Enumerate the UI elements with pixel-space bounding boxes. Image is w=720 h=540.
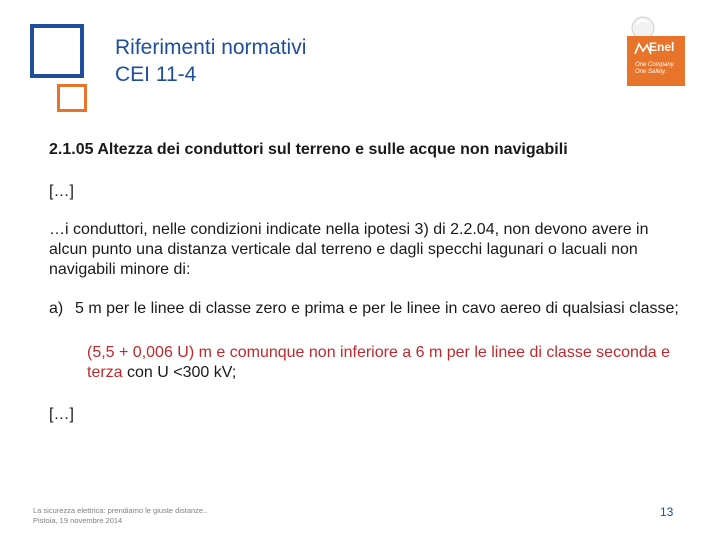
slide-title bbox=[115, 34, 306, 88]
title-line-1: Riferimenti normativi bbox=[115, 36, 307, 59]
footer-line-2: Pistoia, 19 novembre 2014 bbox=[33, 516, 123, 525]
list-item-a bbox=[49, 299, 689, 319]
footer-line-1: La sicurezza elettrica: prendiamo le giuste distanze.. bbox=[33, 506, 208, 515]
ellipsis-bottom: […] bbox=[49, 406, 74, 423]
sub-clause bbox=[49, 343, 689, 383]
sub-clause-black-text: con U <300 kV; bbox=[122, 364, 237, 381]
sub-clause-red-text: (5,5 + 0,006 U) m e comunque non inferiore a 6 m per le linee di classe seconda e terza bbox=[87, 344, 670, 381]
list-item-a-text: 5 m per le linee di classe zero e prima e per le linee in cavo aereo di qualsiasi classe; bbox=[75, 300, 679, 317]
logo-tagline-line-2: One Safety. bbox=[635, 69, 667, 75]
section-heading: 2.1.05 Altezza dei conduttori sul terreno e sulle acque non navigabili bbox=[49, 141, 568, 158]
intro-paragraph: …i conduttori, nelle condizioni indicate nella ipotesi 3) di 2.2.04, non devono avere in alcun punto una distanza verticale dal terreno e dagli specchi lagunari o lacuali non navigabili minore di: bbox=[49, 221, 649, 278]
logo-tagline bbox=[635, 62, 679, 76]
list-marker-a: a) bbox=[49, 300, 64, 317]
page-number: 13 bbox=[660, 505, 674, 519]
decorative-square-large bbox=[30, 24, 84, 78]
footer bbox=[33, 506, 207, 526]
enel-logo bbox=[621, 14, 687, 86]
ellipsis-top: […] bbox=[49, 183, 74, 200]
title-line-2: CEI 11-4 bbox=[115, 63, 197, 86]
decorative-square-small bbox=[57, 84, 87, 112]
logo-tagline-line-1: One Company. bbox=[635, 62, 675, 68]
logo-brand: Enel bbox=[649, 40, 675, 54]
slide-content bbox=[49, 140, 689, 425]
